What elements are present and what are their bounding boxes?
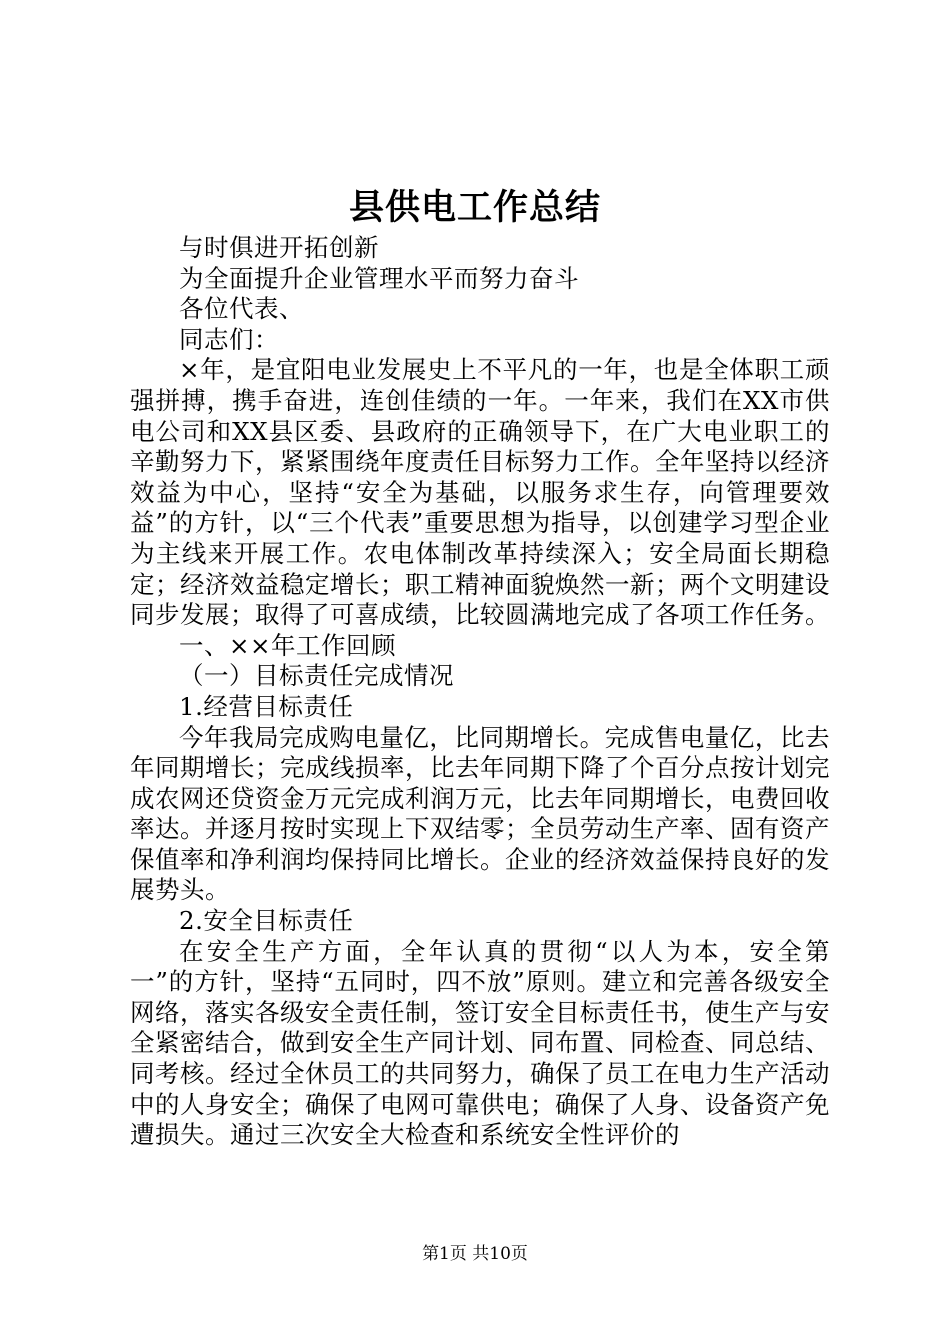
document-body [130, 233, 830, 1151]
subtitle-line-2: 为全面提升企业管理水平而努力奋斗 [179, 263, 579, 293]
safety-paragraph: 在安全生产方面，全年认真的贯彻“以人为本，安全第一”的方针，坚持“五同时，四不放”原则。建立和完善各级安全网络，落实各级安全责任制，签订安全目标责任书，使生产与安全紧密结合，做到安全生产同计划、同布置、同检查、同总结、同考核。经过全休员工的共同努力，确保了员工在电力生产活动中的人身安全；确保了电网可靠供电；确保了人身、设备资产免遭损失。通过三次安全大检查和系统安全性评价的 [130, 936, 830, 1150]
item-heading-2: 2.安全目标责任 [179, 906, 354, 936]
page-footer: 第1页 共10页 [422, 1244, 528, 1264]
salutation-line-1: 各位代表、 [179, 294, 304, 324]
section-heading: 一、××年工作回顾 [179, 630, 397, 660]
subsection-heading: （一）目标责任完成情况 [179, 661, 454, 691]
subtitle-line-1: 与时俱进开拓创新 [179, 233, 379, 262]
salutation-line-2: 同志们： [179, 324, 279, 354]
intro-paragraph: ×年，是宜阳电业发展史上不平凡的一年，也是全体职工顽强拼搏，携手奋进，连创佳绩的一年。一年来，我们在XX市供电公司和XX县区委、县政府的正确领导下，在广大电业职工的辛勤努力下，紧紧围绕年度责任目标努力工作。全年坚持以经济效益为中心，坚持“安全为基础，以服务求生存，向管理要效益”的方针，以“三个代表”重要思想为指导，以创建学习型企业为主线来开展工作。农电体制改革持续深入；安全局面长期稳定；经济效益稳定增长；职工精神面貌焕然一新；两个文明建设同步发展；取得了可喜成绩，比较圆满地完成了各项工作任务。 [130, 355, 830, 630]
item-heading-1: 1.经营目标责任 [179, 691, 354, 721]
business-paragraph: 今年我局完成购电量亿，比同期增长。完成售电量亿，比去年同期增长；完成线损率，比去年同期下降了个百分点按计划完成农网还贷资金万元完成利润万元，比去年同期增长，电费回收率达。并逐月按时实现上下双结零；全员劳动生产率、固有资产保值率和净利润均保持同比增长。企业的经济效益保持良好的发展势头。 [130, 722, 830, 905]
document-title: 县供电工作总结 [348, 187, 601, 228]
